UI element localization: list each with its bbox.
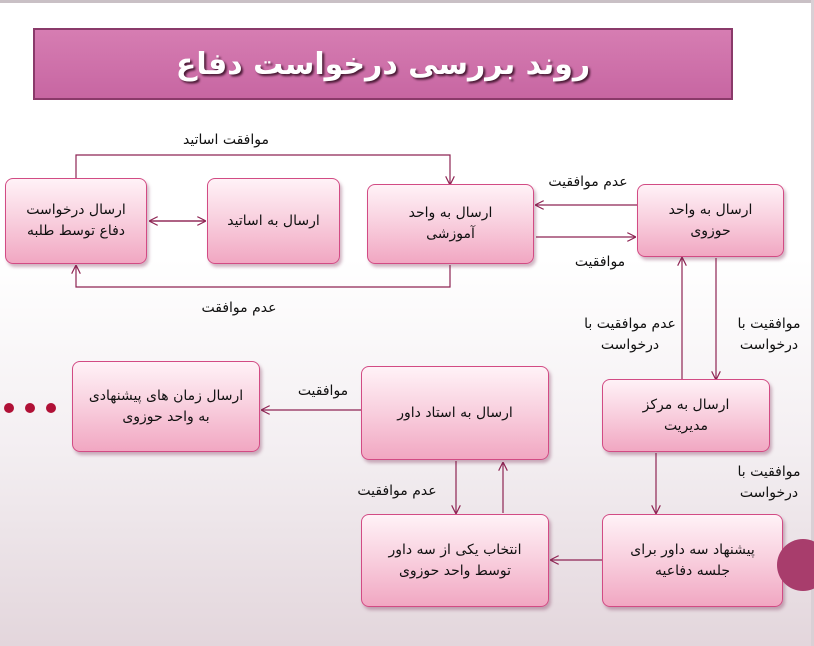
edge-label-disagree-with-request: عدم موافقیت با درخواست (584, 316, 676, 353)
edge-label-agree-with-request-2: موافقیت با درخواست (737, 464, 801, 501)
node-to-professors (207, 178, 340, 264)
edge-disagree-bottom (76, 265, 450, 287)
node-to-mgmt-center-label: ارسال به مرکز مدیریت (642, 396, 730, 434)
node-to-professors-label: ارسال به اساتید (227, 212, 320, 229)
node-to-edu-unit (367, 184, 534, 264)
edge-label-disagree-bottom: عدم موافقت (201, 300, 277, 316)
edge-label-disagree-lower: عدم موافقیت (357, 483, 437, 499)
node-select-referee-label: انتخاب یکی از سه داور توسط واحد حوزوی (388, 541, 522, 579)
edge-label-disagree-top: عدم موافقیت (548, 174, 628, 190)
node-to-referee-prof-label: ارسال به استاد داور (397, 404, 513, 421)
node-to-referee-prof (361, 366, 549, 460)
ellipsis-dot-2 (25, 403, 35, 413)
node-send-times-label: ارسال زمان های پیشنهادی به واحد حوزوی (88, 387, 244, 425)
page-title: روند بررسی درخواست دفاع (175, 46, 591, 82)
node-to-seminary-unit-label: ارسال به واحد حوزوی (668, 201, 753, 239)
node-student-request-label: ارسال درخواست دفاع توسط طلبه (26, 202, 126, 239)
node-propose-referees (602, 514, 783, 607)
edge-label-agree-with-request-1: موافقیت با درخواست (737, 316, 801, 353)
edge-label-agreement-left: موافقیت (297, 383, 349, 399)
edge-label-professors-agree: موافقت اساتید (183, 132, 269, 148)
node-to-mgmt-center (602, 379, 770, 452)
node-to-edu-unit-label: ارسال به واحد آموزشی (408, 205, 493, 242)
node-student-request (5, 178, 147, 264)
ellipsis-dot-3 (46, 403, 56, 413)
node-propose-referees-label: پیشنهاد سه داور برای جلسه دفاعیه (630, 541, 755, 579)
node-select-referee (361, 514, 549, 607)
node-send-times (72, 361, 260, 452)
ellipsis-dot-1 (4, 403, 14, 413)
node-to-seminary-unit (637, 184, 784, 257)
edge-label-agreement-right: موافقیت (574, 254, 626, 270)
